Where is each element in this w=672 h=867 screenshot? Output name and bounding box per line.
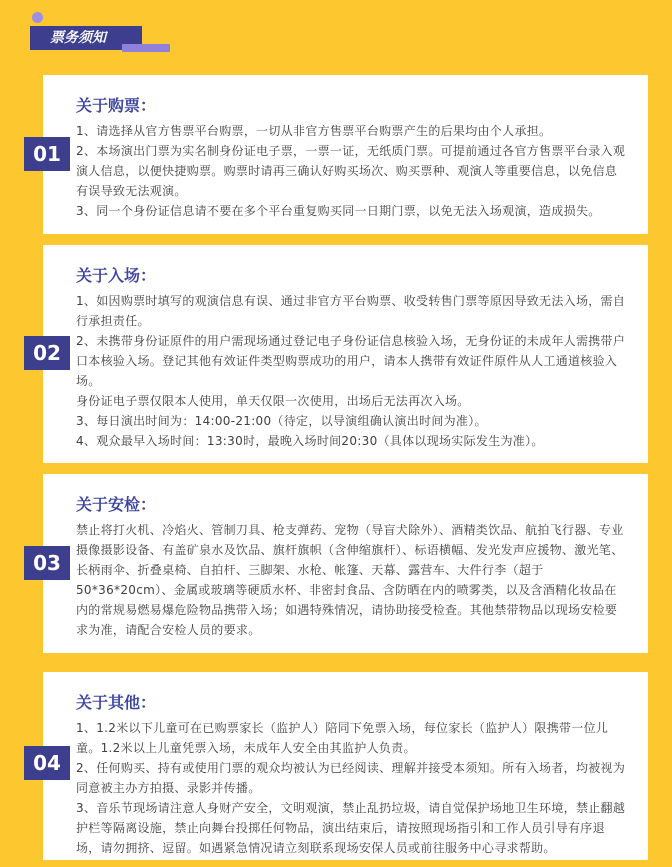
- section-line: 身份证电子票仅限本人使用，单天仅限一次使用，出场后无法再次入场。: [76, 394, 470, 408]
- section-number-badge: 03: [24, 546, 70, 580]
- section-line: 3、同一个身份证信息请不要在多个平台重复购买同一日期门票，以免无法入场观演，造成损失。: [76, 204, 601, 218]
- section-line: 3、音乐节现场请注意人身财产安全，文明观演，禁止乱扔垃圾，请自觉保护场地卫生环境，禁止翻越护栏等隔离设施，禁止向舞台投掷任何物品，演出结束后，请按照现场指引和工作人员引导有序退场，请勿拥挤、逗留。如遇紧急情况请立刻联系现场安保人员或前往服务中心寻求帮助。: [76, 801, 626, 855]
- section-line: 2、本场演出门票为实名制身份证电子票，一票一证，无纸质门票。可提前通过各官方售票平台录入观演人信息，以便快捷购票。购票时请再三确认好购买场次、购买票种、观演人等重要信息，以免信息有误导致无法观演。: [76, 144, 626, 198]
- section-card-security: [43, 474, 648, 653]
- section-card-purchase: [43, 75, 648, 234]
- decor-stripe: [122, 44, 170, 52]
- section-line: 1、1.2米以下儿童可在已购票家长（监护人）陪同下免票入场，每位家长（监护人）限携带一位儿童。1.2米以上儿童凭票入场，未成年人安全由其监护人负责。: [76, 721, 609, 755]
- section-body: [76, 718, 628, 858]
- section-line: 4、观众最早入场时间：13:30时，最晚入场时间20:30（具体以现场实际发生为准）。: [76, 434, 544, 448]
- section-title: 关于入场：: [76, 266, 157, 285]
- section-number-badge: 04: [24, 746, 70, 780]
- section-line: 1、如因购票时填写的观演信息有误、通过非官方平台购票、收受转售门票等原因导致无法入场，需自行承担责任。: [76, 294, 626, 328]
- section-title: 关于安检：: [76, 495, 157, 514]
- section-body: [76, 520, 628, 640]
- section-body: [76, 121, 628, 221]
- section-body: [76, 291, 628, 451]
- notice-header: [22, 12, 148, 54]
- section-card-entry: [43, 245, 648, 463]
- section-line: 3、每日演出时间为：14:00-21:00（待定，以导演组确认演出时间为准）。: [76, 414, 487, 428]
- section-line: 2、任何购买、持有或使用门票的观众均被认为已经阅读、理解并接受本须知。所有入场者，均被视为同意被主办方拍摄、录影并传播。: [76, 761, 626, 795]
- page-title: 票务须知: [30, 26, 142, 50]
- section-title: 关于其他：: [76, 693, 157, 712]
- section-line: 禁止将打火机、冷焰火、管制刀具、枪支弹药、宠物（导盲犬除外）、酒精类饮品、航拍飞行器、专业摄像摄影设备、有盖矿泉水及饮品、旗杆旗帜（含伸缩旗杆）、标语横幅、发光发声应援物、激光笔、长柄雨伞、折叠桌椅、自拍杆、三脚架、水枪、帐篷、天幕、露营车、大件行李（超于50*36*20cm）、金属或玻璃等硬质水杯、非密封食品、含防晒在内的喷雾类，以及含酒精化妆品在内的常规易燃易爆危险物品携带入场；如遇特殊情况，请协助接受检查。其他禁带物品以现场安检要求为准，请配合安检人员的要求。: [76, 523, 624, 637]
- section-number-badge: 01: [24, 137, 70, 171]
- section-line: 1、请选择从官方售票平台购票，一切从非官方售票平台购票产生的后果均由个人承担。: [76, 124, 552, 138]
- decor-dot: [32, 12, 43, 23]
- section-card-other: [43, 672, 648, 860]
- section-line: 2、未携带身份证原件的用户需现场通过登记电子身份证信息核验入场，无身份证的未成年人需携带户口本核验入场。登记其他有效证件类型购票成功的用户，请本人携带有效证件原件从人工通道核验入场。: [76, 334, 626, 388]
- section-title: 关于购票：: [76, 96, 157, 115]
- section-number-badge: 02: [24, 336, 70, 370]
